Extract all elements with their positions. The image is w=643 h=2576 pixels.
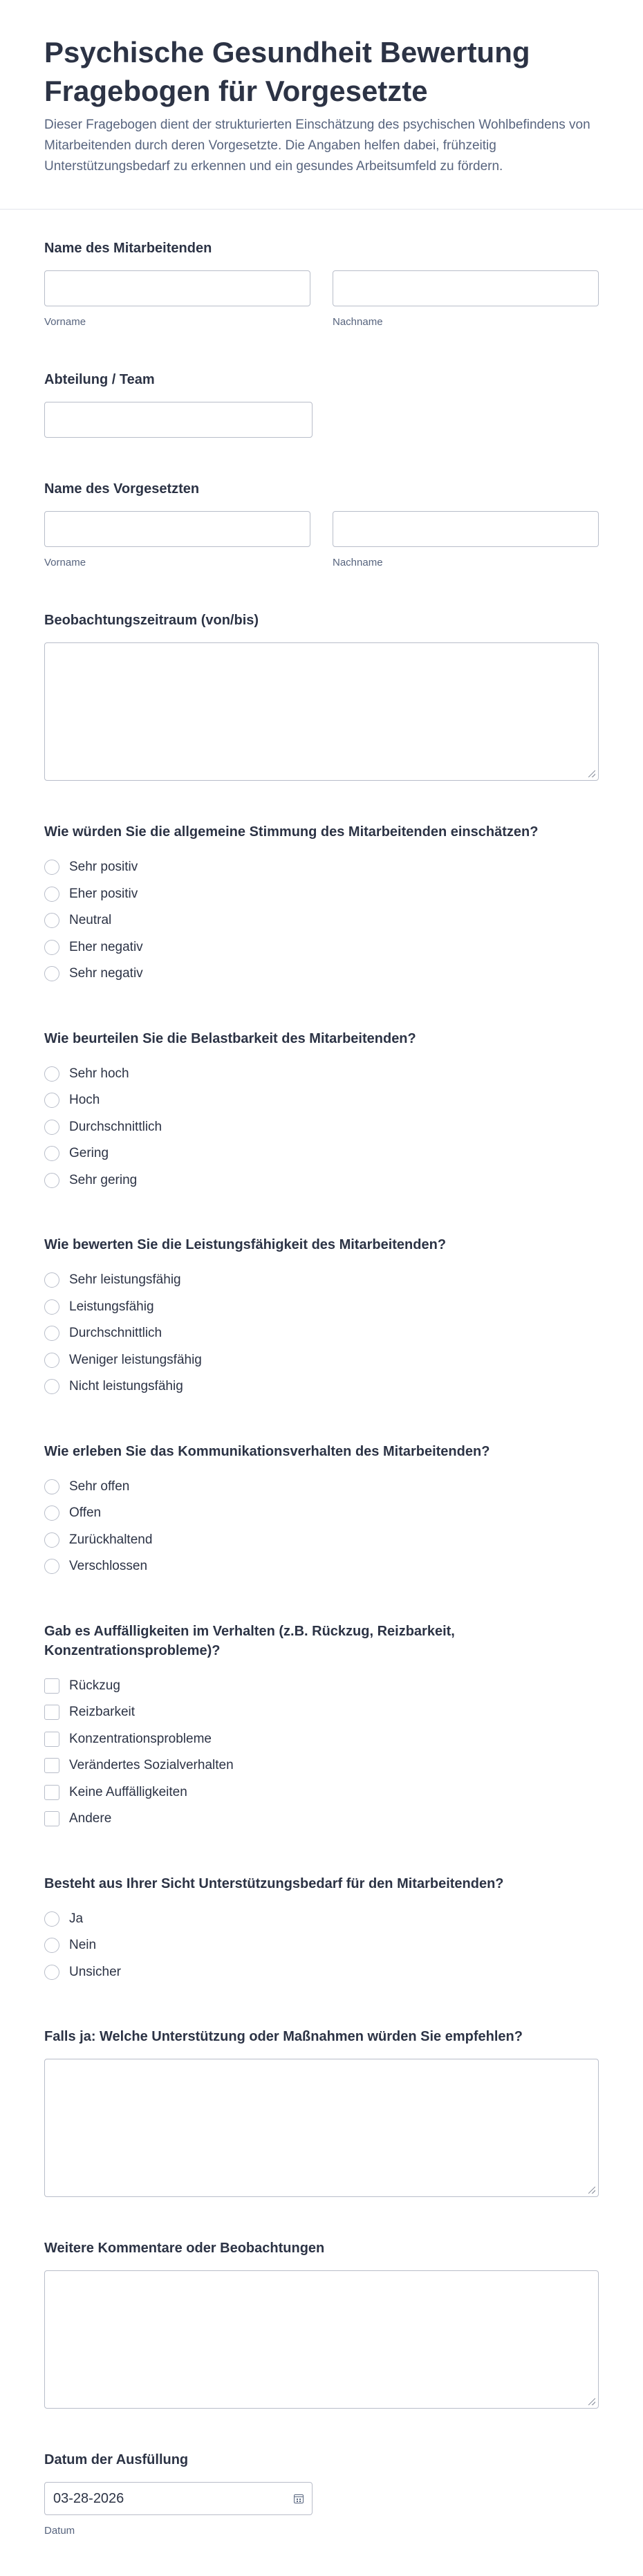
- radio-button-icon[interactable]: [44, 887, 59, 902]
- date-label: Datum der Ausfüllung: [44, 2452, 189, 2467]
- radio-option[interactable]: [44, 1553, 599, 1580]
- radio-button-icon[interactable]: [44, 913, 59, 928]
- radio-button-icon[interactable]: [44, 966, 59, 981]
- radio-button-icon[interactable]: [44, 1532, 59, 1548]
- radio-option[interactable]: [44, 1373, 599, 1400]
- radio-option[interactable]: [44, 854, 599, 881]
- date-sublabel: Datum: [44, 2525, 75, 2537]
- option-label: Leistungsfähig: [69, 1299, 154, 1314]
- supervisor-name-label: Name des Vorgesetzten: [44, 481, 200, 497]
- employee-last-name-sublabel: Nachname: [333, 316, 383, 328]
- date-value: 03-28-2026: [53, 2490, 124, 2506]
- radio-button-icon[interactable]: [44, 1479, 59, 1494]
- option-label: Sehr leistungsfähig: [69, 1272, 181, 1288]
- employee-first-name-sublabel: Vorname: [44, 316, 86, 328]
- radio-option[interactable]: [44, 1906, 599, 1933]
- radio-option[interactable]: [44, 1167, 599, 1194]
- checkbox-option[interactable]: [44, 1779, 599, 1806]
- calendar-icon[interactable]: [294, 2494, 304, 2503]
- resize-handle-icon[interactable]: [588, 770, 595, 777]
- option-label: Eher positiv: [69, 886, 138, 901]
- comments-field: [44, 2239, 599, 2409]
- checkbox-option[interactable]: [44, 1699, 599, 1726]
- checkbox-option[interactable]: [44, 1806, 599, 1833]
- radio-option[interactable]: [44, 1474, 599, 1501]
- resize-handle-icon[interactable]: [588, 2187, 595, 2194]
- option-label: Sehr gering: [69, 1172, 138, 1187]
- employee-name-label: Name des Mitarbeitenden: [44, 241, 212, 256]
- resilience-question: [44, 1029, 599, 1194]
- radio-option[interactable]: [44, 1932, 599, 1959]
- mood-label: Wie würden Sie die allgemeine Stimmung des Mitarbeitenden einschätzen?: [44, 824, 539, 840]
- communication-label: Wie erleben Sie das Kommunikationsverhalten des Mitarbeitenden?: [44, 1443, 490, 1459]
- option-label: Sehr hoch: [69, 1066, 129, 1081]
- supervisor-name-field: [44, 479, 599, 569]
- performance-question: [44, 1235, 599, 1400]
- department-label: Abteilung / Team: [44, 372, 155, 387]
- radio-button-icon[interactable]: [44, 1272, 59, 1288]
- radio-button-icon[interactable]: [44, 1505, 59, 1521]
- supervisor-last-name-input[interactable]: [333, 511, 599, 547]
- radio-button-icon[interactable]: [44, 1093, 59, 1108]
- checkbox-icon[interactable]: [44, 1785, 59, 1800]
- radio-option[interactable]: [44, 881, 599, 908]
- radio-button-icon[interactable]: [44, 1379, 59, 1394]
- employee-last-name-input[interactable]: [333, 270, 599, 306]
- option-label: Unsicher: [69, 1964, 121, 1979]
- option-label: Ja: [69, 1911, 84, 1926]
- option-label: Sehr positiv: [69, 860, 138, 875]
- department-field: [44, 370, 599, 438]
- radio-button-icon[interactable]: [44, 1326, 59, 1341]
- supervisor-first-name-input[interactable]: [44, 511, 310, 547]
- radio-button-icon[interactable]: [44, 1146, 59, 1161]
- option-label: Neutral: [69, 913, 112, 928]
- option-label: Nein: [69, 1938, 97, 1953]
- option-label: Andere: [69, 1811, 112, 1826]
- checkbox-icon[interactable]: [44, 1732, 59, 1747]
- supervisor-last-name-sublabel: Nachname: [333, 557, 383, 568]
- option-label: Reizbarkeit: [69, 1705, 136, 1720]
- radio-option[interactable]: [44, 1320, 599, 1347]
- form-body: [0, 210, 643, 2537]
- support-measures-field: [44, 2027, 599, 2197]
- radio-button-icon[interactable]: [44, 1120, 59, 1135]
- radio-option[interactable]: [44, 1114, 599, 1141]
- checkbox-option[interactable]: [44, 1752, 599, 1779]
- option-label: Hoch: [69, 1093, 100, 1108]
- period-field: [44, 611, 599, 781]
- period-textarea[interactable]: [44, 642, 599, 781]
- date-field: [44, 2450, 599, 2537]
- support-measures-label: Falls ja: Welche Unterstützung oder Maßnahmen würden Sie empfehlen?: [44, 2029, 523, 2044]
- option-label: Nicht leistungsfähig: [69, 1379, 183, 1394]
- date-input[interactable]: [44, 2482, 313, 2515]
- resize-handle-icon[interactable]: [588, 2398, 595, 2405]
- radio-button-icon[interactable]: [44, 860, 59, 875]
- support-measures-textarea[interactable]: [44, 2059, 599, 2197]
- period-label: Beobachtungszeitraum (von/bis): [44, 613, 259, 628]
- checkbox-icon[interactable]: [44, 1705, 59, 1720]
- option-label: Konzentrationsprobleme: [69, 1731, 212, 1746]
- support-need-question: [44, 1874, 599, 1986]
- option-label: Offen: [69, 1505, 102, 1521]
- checkbox-option[interactable]: [44, 1726, 599, 1753]
- radio-option[interactable]: [44, 1294, 599, 1321]
- option-label: Rückzug: [69, 1678, 120, 1693]
- radio-button-icon[interactable]: [44, 1299, 59, 1315]
- department-input[interactable]: [44, 402, 313, 438]
- radio-option[interactable]: [44, 934, 599, 961]
- radio-button-icon[interactable]: [44, 1559, 59, 1574]
- mood-question: [44, 822, 599, 988]
- option-label: Durchschnittlich: [69, 1326, 162, 1341]
- option-label: Verschlossen: [69, 1559, 148, 1574]
- comments-label: Weitere Kommentare oder Beobachtungen: [44, 2241, 325, 2256]
- radio-option[interactable]: [44, 961, 599, 988]
- option-label: Weniger leistungsfähig: [69, 1352, 202, 1367]
- option-label: Sehr negativ: [69, 966, 143, 981]
- form-description: Dieser Fragebogen dient der strukturierten Einschätzung des psychischen Wohlbefindens von Mitarbeitenden durch deren Vorgesetzte. Die Angaben helfen dabei, frühzeitig Unterstützungsbedarf zu erkennen und ein gesundes Arbeitsumfeld zu fördern.: [44, 118, 590, 174]
- employee-name-field: [44, 239, 599, 328]
- resilience-label: Wie beurteilen Sie die Belastbarkeit des Mitarbeitenden?: [44, 1030, 416, 1046]
- supervisor-first-name-sublabel: Vorname: [44, 557, 86, 568]
- abnormalities-question: [44, 1622, 599, 1833]
- communication-question: [44, 1442, 599, 1580]
- option-label: Zurückhaltend: [69, 1532, 153, 1547]
- option-label: Keine Auffälligkeiten: [69, 1784, 187, 1799]
- radio-button-icon[interactable]: [44, 1066, 59, 1082]
- option-label: Eher negativ: [69, 939, 143, 954]
- support-need-label: Besteht aus Ihrer Sicht Unterstützungsbedarf für den Mitarbeitenden?: [44, 1875, 504, 1891]
- performance-label: Wie bewerten Sie die Leistungsfähigkeit des Mitarbeitenden?: [44, 1237, 447, 1252]
- option-label: Sehr offen: [69, 1479, 130, 1494]
- radio-button-icon[interactable]: [44, 1173, 59, 1188]
- option-label: Gering: [69, 1146, 109, 1161]
- radio-option[interactable]: [44, 1347, 599, 1374]
- checkbox-icon[interactable]: [44, 1678, 59, 1694]
- radio-option[interactable]: [44, 1527, 599, 1554]
- radio-button-icon[interactable]: [44, 1938, 59, 1953]
- radio-button-icon[interactable]: [44, 1353, 59, 1368]
- abnormalities-label: Gab es Auffälligkeiten im Verhalten (z.B. Rückzug, Reizbarkeit, Konzentrationsprobleme)?: [44, 1623, 455, 1658]
- radio-option[interactable]: [44, 1061, 599, 1088]
- radio-button-icon[interactable]: [44, 1965, 59, 1980]
- checkbox-option[interactable]: [44, 1673, 599, 1700]
- checkbox-icon[interactable]: [44, 1811, 59, 1826]
- checkbox-icon[interactable]: [44, 1758, 59, 1773]
- radio-button-icon[interactable]: [44, 940, 59, 955]
- option-label: Verändertes Sozialverhalten: [69, 1758, 234, 1773]
- radio-option[interactable]: [44, 1140, 599, 1167]
- form-title: Psychische Gesundheit Bewertung Fragebogen für Vorgesetzte: [44, 36, 530, 107]
- radio-option[interactable]: [44, 1500, 599, 1527]
- option-label: Durchschnittlich: [69, 1119, 162, 1134]
- radio-option[interactable]: [44, 1267, 599, 1294]
- comments-textarea[interactable]: [44, 2270, 599, 2409]
- radio-option[interactable]: [44, 1959, 599, 1986]
- radio-option[interactable]: [44, 907, 599, 934]
- radio-option[interactable]: [44, 1087, 599, 1114]
- form-header: [0, 0, 643, 210]
- radio-button-icon[interactable]: [44, 1911, 59, 1927]
- employee-first-name-input[interactable]: [44, 270, 310, 306]
